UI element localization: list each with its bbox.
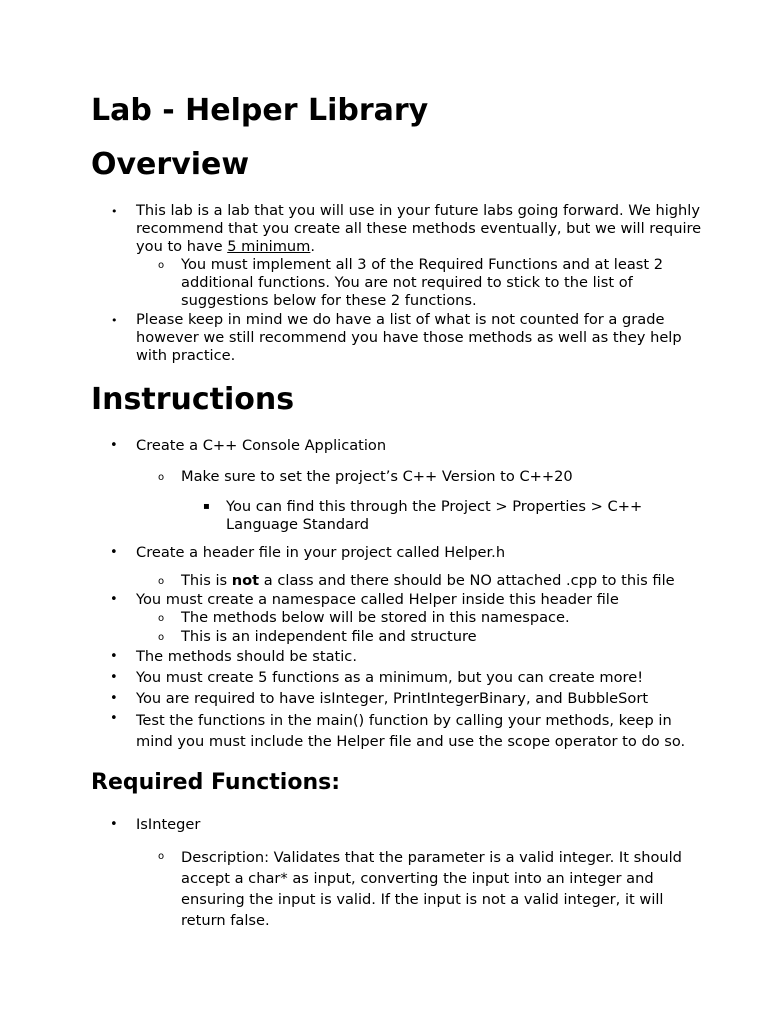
page-title: Lab - Helper Library (91, 93, 429, 128)
instruction-five-functions: You must create 5 functions as a minimum, but you can create more! (136, 669, 644, 686)
bullet-dot: • (110, 817, 118, 832)
instruction-required-functions: You are required to have isInteger, PrintIntegerBinary, and BubbleSort (136, 690, 649, 707)
bullet-circle: o (158, 613, 165, 624)
overview-heading: Overview (91, 147, 250, 182)
overview-item-2: Please keep in mind we do have a list of what is not counted for a grade however we still recommend you have those methods as well as they help with practice. (136, 311, 682, 364)
bullet-dot: • (110, 670, 118, 685)
instructions-heading: Instructions (91, 382, 295, 417)
instruction-create-header: Create a header file in your project called Helper.h (136, 544, 506, 561)
bullet-dot: • (110, 711, 118, 726)
bullet-dot: • (110, 649, 118, 664)
bullet-dot: • (110, 691, 118, 706)
bullet-dot: • (111, 205, 118, 218)
bullet-dot: • (111, 314, 118, 327)
overview-item-1: This lab is a lab that you will use in your future labs going forward. We highly recommend that you create all these methods eventually, but we will require you to have 5 minimum. (136, 202, 702, 255)
instruction-independent-file: This is an independent file and structure (181, 628, 477, 645)
bullet-dot: • (110, 545, 118, 560)
bullet-dot: • (110, 592, 118, 607)
instruction-create-console-app: Create a C++ Console Application (136, 437, 387, 454)
instruction-language-standard: You can find this through the Project > Properties > C++ Language Standard (226, 498, 643, 533)
instruction-cpp-version: Make sure to set the project’s C++ Version to C++20 (181, 468, 573, 485)
bullet-square: ▪ (203, 501, 210, 512)
isinteger-description: Description: Validates that the parameter is a valid integer. It should accept a char* as input, converting the input into an integer and ensuring the input is valid. If the input is not a valid integer, it will return false. (181, 849, 682, 929)
instruction-test-functions: Test the functions in the main() function by calling your methods, keep in mind you must include the Helper file and use the scope operator to do so. (136, 712, 686, 750)
bullet-circle: o (158, 632, 165, 643)
bullet-circle: o (158, 472, 165, 483)
instruction-namespace: You must create a namespace called Helper inside this header file (136, 591, 619, 608)
instruction-methods-stored: The methods below will be stored in this namespace. (181, 609, 570, 626)
required-functions-heading: Required Functions: (91, 770, 341, 795)
bullet-circle: o (158, 576, 165, 587)
five-minimum-emphasis: 5 minimum (227, 238, 311, 255)
bullet-circle: o (158, 851, 165, 862)
required-isinteger: IsInteger (136, 816, 201, 833)
bullet-dot: • (110, 438, 118, 453)
instruction-static: The methods should be static. (136, 648, 357, 665)
bullet-circle: o (158, 260, 165, 271)
overview-subitem-1: You must implement all 3 of the Required Functions and at least 2 additional functions. You are not required to stick to the list of suggestions below for these 2 functions. (181, 256, 664, 309)
instruction-not-a-class: This is not a class and there should be NO attached .cpp to this file (181, 572, 675, 589)
